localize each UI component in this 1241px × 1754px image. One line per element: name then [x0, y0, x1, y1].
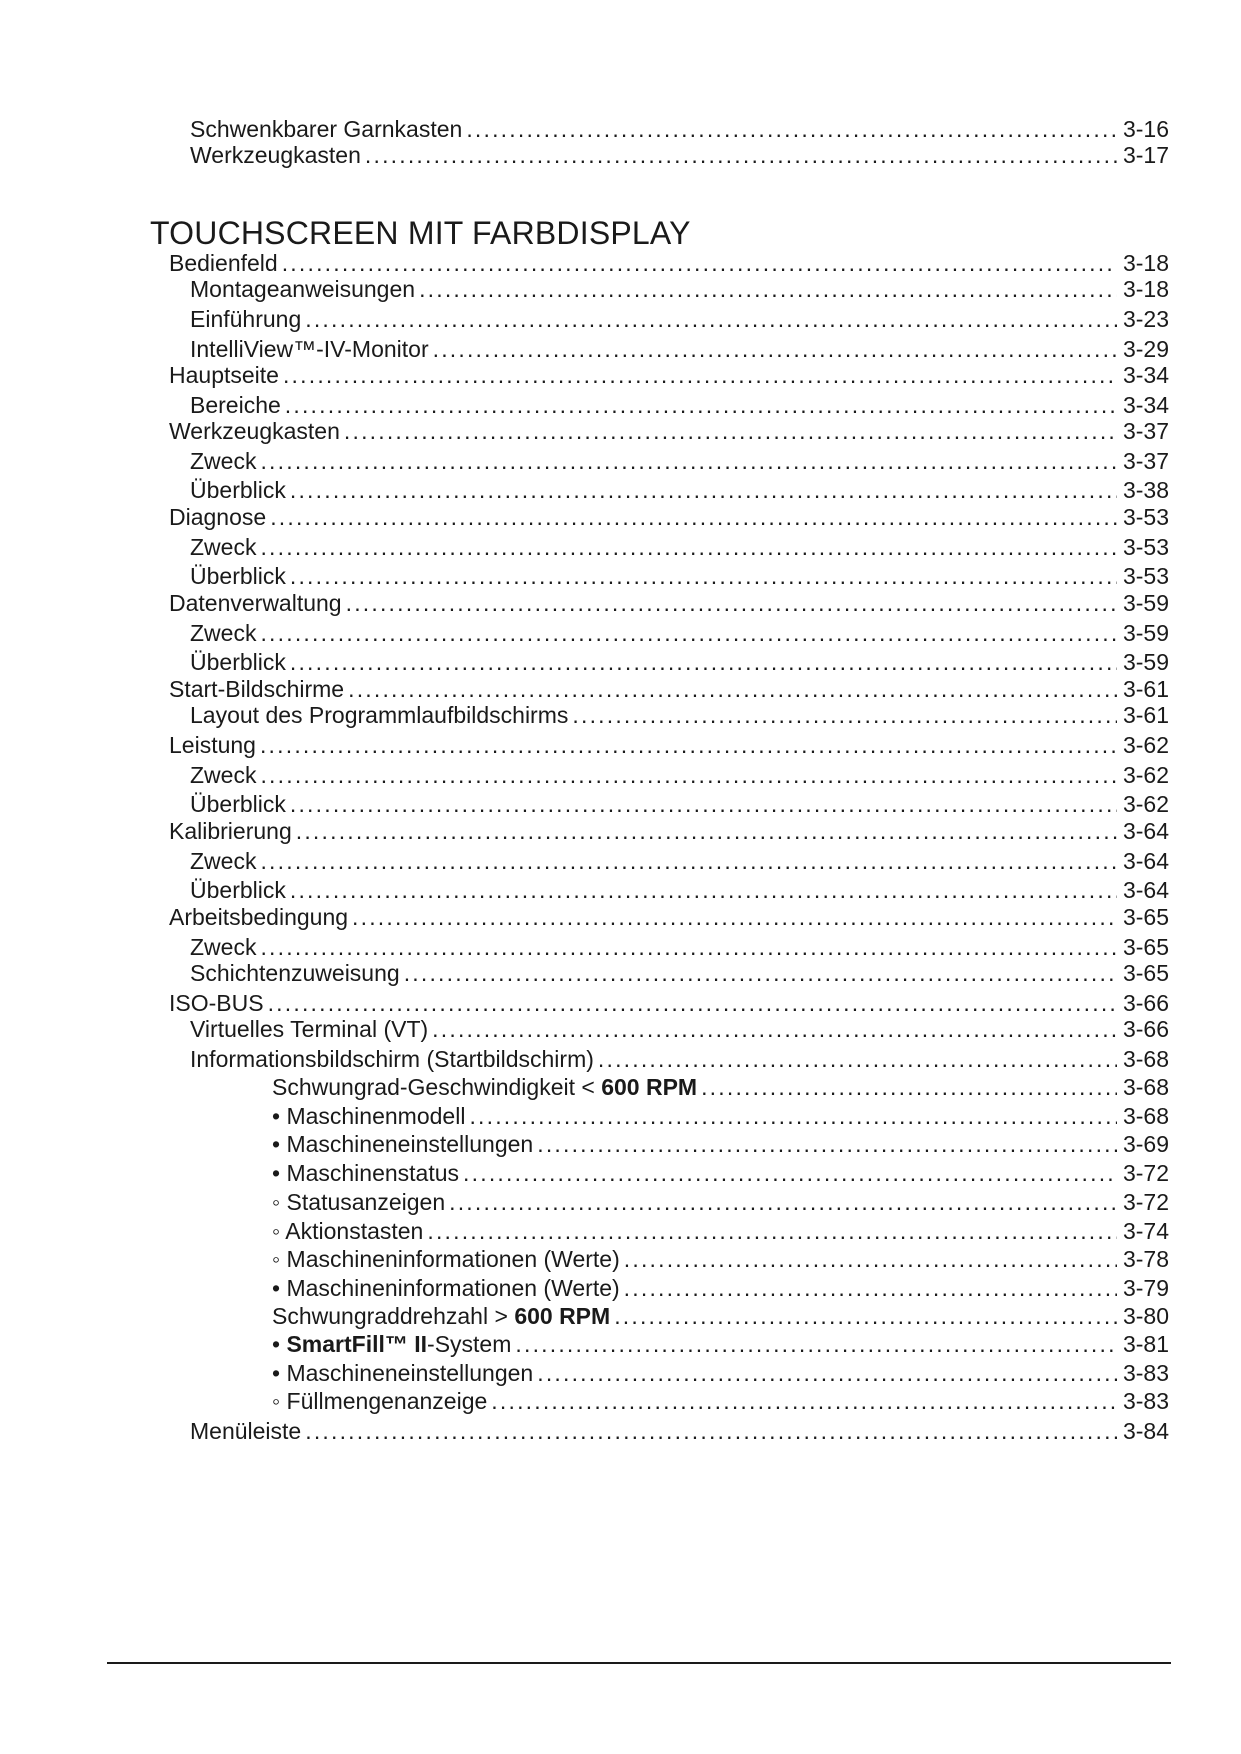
toc-leader-dots [305, 306, 1117, 332]
toc-entry[interactable] [190, 877, 1169, 903]
toc-entry-title: IntelliView™-IV-Monitor [190, 336, 429, 362]
toc-entry-page: 3-83 [1122, 1360, 1169, 1386]
toc-entry-page: 3-65 [1122, 934, 1169, 960]
toc-entry-title: Zweck [190, 448, 257, 474]
toc-leader-dots [466, 116, 1117, 142]
toc-entry[interactable] [169, 818, 1169, 844]
toc-entry-title: Leistung [169, 732, 256, 758]
toc-entry-title: Werkzeugkasten [190, 142, 361, 168]
toc-entry-page: 3-37 [1122, 418, 1169, 444]
toc-leader-dots [346, 590, 1117, 616]
toc-entry-page: 3-66 [1122, 1016, 1169, 1042]
toc-entry-page: 3-53 [1122, 563, 1169, 589]
toc-entry-page: 3-74 [1122, 1218, 1169, 1244]
toc-entry-title: Kalibrierung [169, 818, 292, 844]
toc-entry[interactable] [190, 934, 1169, 960]
toc-entry-title: Zweck [190, 934, 257, 960]
toc-entry-title-prefix: Schwungrad-Geschwindigkeit < [272, 1074, 602, 1100]
section-heading: TOUCHSCREEN MIT FARBDISPLAY [150, 215, 691, 251]
toc-entry-page: 3-68 [1122, 1074, 1169, 1100]
toc-entry-page: 3-68 [1122, 1103, 1169, 1129]
toc-entry[interactable] [169, 990, 1169, 1016]
toc-entry[interactable] [272, 1331, 1169, 1357]
toc-entry-page: 3-66 [1122, 990, 1169, 1016]
toc-leader-dots [260, 848, 1117, 874]
toc-entry-title: Zweck [190, 762, 257, 788]
toc-entry-title: Zweck [190, 534, 257, 560]
toc-entry[interactable] [190, 848, 1169, 874]
toc-entry[interactable] [169, 904, 1169, 930]
toc-leader-dots [260, 448, 1117, 474]
toc-entry-title: Hauptseite [169, 362, 279, 388]
toc-entry-page: 3-65 [1122, 904, 1169, 930]
toc-entry[interactable] [190, 702, 1169, 728]
toc-entry-page: 3-78 [1122, 1246, 1169, 1272]
toc-entry-page: 3-72 [1122, 1160, 1169, 1186]
toc-entry-title: • Maschinenmodell [272, 1103, 466, 1129]
toc-entry[interactable] [272, 1189, 1169, 1215]
toc-entry[interactable] [190, 1016, 1169, 1042]
toc-entry-title-bold: 600 RPM [601, 1074, 698, 1100]
toc-entry-title: Zweck [190, 848, 257, 874]
toc-entry-title: Überblick [190, 649, 286, 675]
toc-entry-title: ◦ Statusanzeigen [272, 1189, 446, 1215]
toc-entry-title: Diagnose [169, 504, 267, 530]
toc-entry[interactable] [169, 504, 1169, 530]
toc-entry-title-prefix: • [272, 1331, 287, 1357]
toc-entry[interactable] [169, 362, 1169, 388]
toc-leader-dots [290, 649, 1117, 675]
toc-entry-page: 3-34 [1122, 362, 1169, 388]
toc-leader-dots [268, 990, 1117, 1016]
toc-leader-dots [282, 250, 1117, 276]
toc-leader-dots [701, 1074, 1117, 1100]
toc-leader-dots [344, 418, 1117, 444]
toc-entry-title: ISO-BUS [169, 990, 264, 1016]
toc-leader-dots [270, 504, 1117, 530]
toc-entry-title: Schwenkbarer Garnkasten [190, 116, 463, 142]
toc-entry-page: 3-64 [1122, 818, 1169, 844]
toc-entry-page: 3-17 [1122, 142, 1169, 168]
toc-entry-page: 3-16 [1122, 116, 1169, 142]
toc-leader-dots [352, 904, 1117, 930]
toc-entry[interactable] [169, 590, 1169, 616]
toc-entry-title: Zweck [190, 620, 257, 646]
toc-entry-title: • Maschineninformationen (Werte) [272, 1275, 620, 1301]
toc-leader-dots [515, 1331, 1117, 1357]
toc-entry-title: Überblick [190, 563, 286, 589]
toc-entry-page: 3-81 [1122, 1331, 1169, 1357]
toc-entry-title: Überblick [190, 477, 286, 503]
toc-entry-page: 3-53 [1122, 504, 1169, 530]
footer-divider [107, 1662, 1171, 1664]
toc-leader-dots [537, 1360, 1117, 1386]
toc-entry-title: Überblick [190, 877, 286, 903]
toc-leader-dots [260, 934, 1117, 960]
toc-entry[interactable] [169, 250, 1169, 276]
toc-entry-page: 3-80 [1122, 1303, 1169, 1329]
toc-entry[interactable] [190, 276, 1169, 302]
toc-leader-dots [537, 1131, 1117, 1157]
toc-entry[interactable] [272, 1160, 1169, 1186]
toc-entry[interactable] [272, 1103, 1169, 1129]
toc-entry[interactable] [272, 1074, 1169, 1100]
toc-entry[interactable] [272, 1360, 1169, 1386]
toc-entry[interactable] [190, 1418, 1169, 1444]
toc-leader-dots [365, 142, 1117, 168]
toc-entry-page: 3-61 [1122, 676, 1169, 702]
toc-entry[interactable] [190, 142, 1169, 168]
toc-entry-page: 3-83 [1122, 1388, 1169, 1414]
toc-entry-page: 3-59 [1122, 590, 1169, 616]
toc-leader-dots [260, 732, 1117, 758]
toc-entry-title: Werkzeugkasten [169, 418, 340, 444]
toc-entry-page: 3-79 [1122, 1275, 1169, 1301]
toc-leader-dots [285, 392, 1117, 418]
toc-leader-dots [260, 762, 1117, 788]
toc-entry-title: Bereiche [190, 392, 281, 418]
toc-entry-title: Arbeitsbedingung [169, 904, 349, 930]
toc-entry-page: 3-64 [1122, 848, 1169, 874]
toc-entry-title: Layout des Programmlaufbildschirms [190, 702, 569, 728]
toc-leader-dots [290, 791, 1117, 817]
toc-entry-page: 3-29 [1122, 336, 1169, 362]
toc-leader-dots [491, 1388, 1117, 1414]
toc-entry-page: 3-34 [1122, 392, 1169, 418]
toc-entry-title: ◦ Aktionstasten [272, 1218, 424, 1244]
toc-leader-dots [614, 1303, 1117, 1329]
toc-entry-page: 3-53 [1122, 534, 1169, 560]
toc-entry[interactable] [169, 732, 1169, 758]
toc-entry-page: 3-62 [1122, 791, 1169, 817]
toc-leader-dots [624, 1275, 1117, 1301]
toc-entry[interactable] [190, 306, 1169, 332]
toc-entry-title [272, 1074, 697, 1100]
toc-entry[interactable] [190, 336, 1169, 362]
toc-entry-page: 3-65 [1122, 960, 1169, 986]
toc-leader-dots [624, 1246, 1117, 1272]
toc-leader-dots [290, 563, 1117, 589]
toc-entry-title: • Maschineneinstellungen [272, 1360, 534, 1386]
toc-entry[interactable] [190, 116, 1169, 142]
toc-entry[interactable] [272, 1131, 1169, 1157]
toc-entry[interactable] [190, 649, 1169, 675]
toc-leader-dots [463, 1160, 1117, 1186]
toc-entry-page: 3-38 [1122, 477, 1169, 503]
toc-leader-dots [296, 818, 1117, 844]
toc-entry-page: 3-18 [1122, 276, 1169, 302]
toc-entry-title: Menüleiste [190, 1418, 302, 1444]
toc-entry[interactable] [190, 477, 1169, 503]
toc-entry-page: 3-37 [1122, 448, 1169, 474]
toc-entry[interactable] [190, 960, 1169, 986]
toc-entry-title: Datenverwaltung [169, 590, 342, 616]
toc-entry[interactable] [190, 620, 1169, 646]
toc-entry-page: 3-59 [1122, 620, 1169, 646]
toc-leader-dots [290, 477, 1117, 503]
toc-entry-title: Bedienfeld [169, 250, 278, 276]
toc-leader-dots [469, 1103, 1117, 1129]
toc-entry-page: 3-69 [1122, 1131, 1169, 1157]
toc-entry[interactable] [190, 392, 1169, 418]
toc-entry-title: Start-Bildschirme [169, 676, 345, 702]
toc-entry-title: Einführung [190, 306, 302, 332]
toc-leader-dots [290, 877, 1117, 903]
toc-entry-title: ◦ Füllmengenanzeige [272, 1388, 488, 1414]
toc-entry[interactable] [190, 534, 1169, 560]
toc-entry-title-suffix: -System [427, 1331, 512, 1357]
toc-entry[interactable] [190, 448, 1169, 474]
toc-leader-dots [598, 1046, 1117, 1072]
toc-leader-dots [283, 362, 1117, 388]
toc-entry-title: Informationsbildschirm (Startbildschirm) [190, 1046, 594, 1072]
toc-entry-page: 3-61 [1122, 702, 1169, 728]
toc-entry-title-prefix: Schwungraddrehzahl > [272, 1303, 515, 1329]
toc-entry[interactable] [169, 676, 1169, 702]
toc-entry-page: 3-62 [1122, 732, 1169, 758]
toc-entry-page: 3-72 [1122, 1189, 1169, 1215]
toc-entry[interactable] [272, 1246, 1169, 1272]
toc-entry-title [272, 1331, 511, 1357]
toc-entry-title: Virtuelles Terminal (VT) [190, 1016, 429, 1042]
toc-entry-page: 3-59 [1122, 649, 1169, 675]
toc-entry-page: 3-64 [1122, 877, 1169, 903]
toc-entry-title-bold: 600 RPM [514, 1303, 611, 1329]
toc-entry[interactable] [272, 1218, 1169, 1244]
toc-leader-dots [419, 276, 1117, 302]
toc-entry-title: Schichtenzuweisung [190, 960, 400, 986]
toc-leader-dots [572, 702, 1117, 728]
toc-entry[interactable] [190, 1046, 1169, 1072]
toc-entry-page: 3-84 [1122, 1418, 1169, 1444]
toc-entry-title [272, 1303, 610, 1329]
toc-leader-dots [348, 676, 1117, 702]
toc-entry-title: • Maschinenstatus [272, 1160, 460, 1186]
toc-entry[interactable] [272, 1303, 1169, 1329]
toc-leader-dots [427, 1218, 1117, 1244]
toc-leader-dots [305, 1418, 1117, 1444]
toc-leader-dots [433, 336, 1117, 362]
toc-entry[interactable] [190, 563, 1169, 589]
toc-entry-title: • Maschineneinstellungen [272, 1131, 534, 1157]
toc-entry-page: 3-23 [1122, 306, 1169, 332]
toc-entry-title: Überblick [190, 791, 286, 817]
toc-entry[interactable] [272, 1275, 1169, 1301]
toc-entry[interactable] [169, 418, 1169, 444]
toc-entry-title: Montageanweisungen [190, 276, 416, 302]
toc-entry-page: 3-62 [1122, 762, 1169, 788]
toc-entry[interactable] [190, 762, 1169, 788]
toc-leader-dots [260, 534, 1117, 560]
toc-entry[interactable] [190, 791, 1169, 817]
toc-entry[interactable] [272, 1388, 1169, 1414]
toc-leader-dots [449, 1189, 1117, 1215]
toc-leader-dots [260, 620, 1117, 646]
toc-entry-title-bold: SmartFill™ II [286, 1331, 428, 1357]
toc-entry-page: 3-18 [1122, 250, 1169, 276]
toc-entry-page: 3-68 [1122, 1046, 1169, 1072]
toc-leader-dots [404, 960, 1117, 986]
toc-entry-title: ◦ Maschineninformationen (Werte) [272, 1246, 620, 1272]
toc-leader-dots [432, 1016, 1117, 1042]
